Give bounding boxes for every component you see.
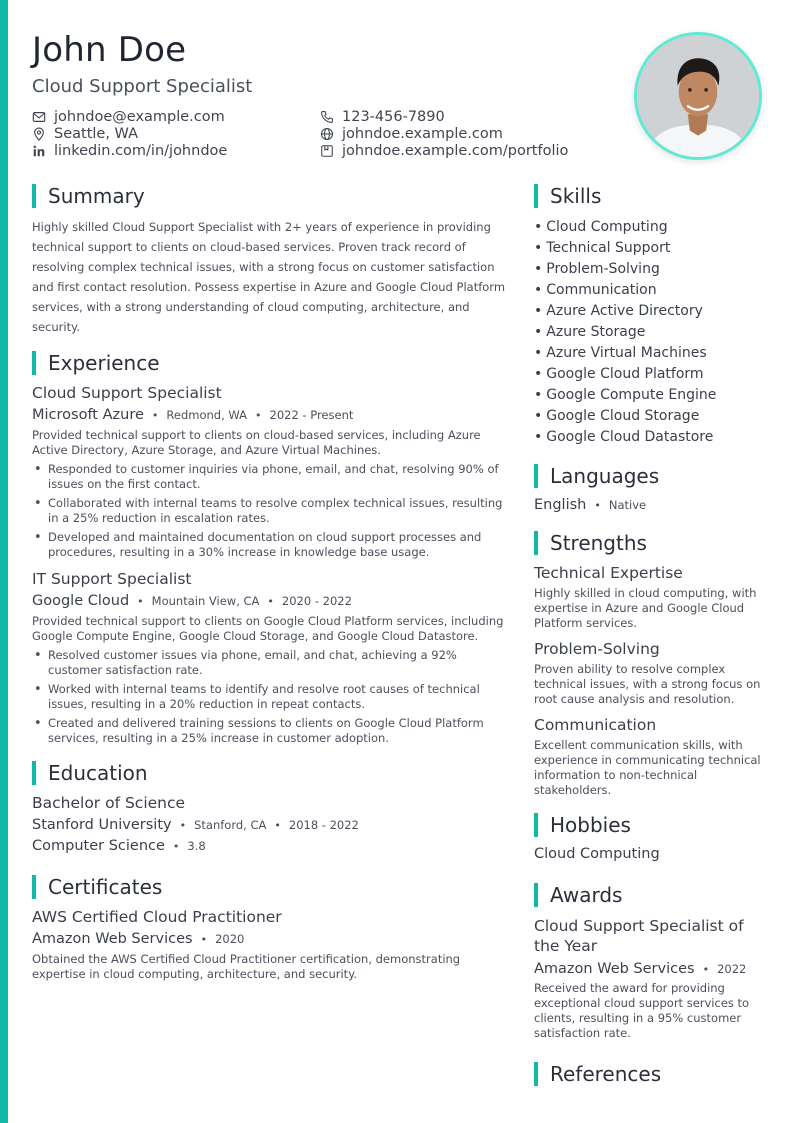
summary-section (32, 183, 506, 337)
list-item: • Technical Support (534, 240, 671, 256)
contact-website[interactable] (320, 125, 568, 142)
list-item: • Google Cloud Platform (534, 366, 704, 382)
summary-text: Highly skilled Cloud Support Specialist with 2+ years of experience in providing technical support to clients on cloud-based services. Proven track record of resolving complex technical issues, with a strong focus on customer satisfaction and first contact resolution. Possess expertise in Azure and Google Cloud Platform services, with a strong understanding of cloud computing, architecture, and security. (32, 220, 506, 334)
list-item: • Cloud Computing (534, 219, 668, 235)
list-item: • Responded to customer inquiries via phone, email, and chat, resolving 90% of issues on the first contact. (32, 462, 506, 492)
section-marker (534, 184, 538, 208)
school-location: Stanford, CA (194, 818, 267, 832)
contact-column-right (320, 108, 568, 159)
list-item: • Collaborated with internal teams to resolve complex technical issues, resulting in a 25% reduction in escalation rates. (32, 496, 506, 526)
contact-linkedin[interactable] (32, 142, 227, 159)
award-description: Received the award for providing exceptional cloud support services to clients, resulting in a 95% customer satisfaction rate. (534, 981, 750, 1040)
certificate-name: AWS Certified Cloud Practitioner (32, 908, 282, 926)
certificate-year: 2020 (215, 932, 245, 946)
experience-section (32, 350, 506, 746)
accent-bar (0, 0, 8, 1123)
degree-title: Bachelor of Science (32, 794, 186, 812)
school-name: Stanford University (32, 817, 172, 833)
separator-dot: • (274, 819, 281, 832)
separator-dot: • (255, 409, 262, 422)
portfolio-text[interactable]: johndoe.example.com/portfolio (342, 142, 569, 159)
list-item: • Azure Virtual Machines (534, 345, 707, 361)
left-column (32, 183, 506, 982)
list-item: • Created and delivered training sessions to clients on Google Cloud Platform services, resulting in a 25% increase in customer adoption. (32, 716, 506, 746)
strength-item (534, 564, 766, 631)
section-marker (534, 531, 538, 555)
skills-list (534, 217, 766, 448)
education-field: Computer Science (32, 838, 165, 854)
skills-heading (534, 183, 766, 209)
list-item: • Google Cloud Datastore (534, 429, 714, 445)
summary-heading (32, 183, 506, 209)
award-year: 2022 (717, 962, 747, 976)
separator-dot: • (200, 933, 208, 946)
list-item: • Azure Storage (534, 324, 646, 340)
section-marker (32, 351, 36, 375)
list-item: • Worked with internal teams to identify and resolve root causes of technical issues, resulting in a 20% reduction in repeat contacts. (32, 682, 506, 712)
job-company: Microsoft Azure (32, 407, 144, 423)
linkedin-text[interactable]: linkedin.com/in/johndoe (54, 142, 228, 159)
education-heading (32, 760, 506, 786)
list-item: • Developed and maintained documentation on cloud support processes and procedures, resulting in a 30% increase in knowledge base usage. (32, 530, 506, 560)
hobby-item: Cloud Computing (534, 846, 660, 862)
contact-portfolio[interactable] (320, 142, 568, 159)
phone-text[interactable]: 123-456-7890 (342, 108, 445, 125)
skills-section (534, 183, 766, 448)
contact-phone[interactable] (320, 108, 568, 125)
languages-section (534, 463, 766, 513)
languages-heading (534, 463, 766, 489)
strengths-heading-text: Strengths (550, 531, 647, 555)
email-text[interactable]: johndoe@example.com (54, 108, 225, 125)
job-location: Redmond, WA (166, 408, 247, 422)
section-marker (32, 875, 36, 899)
section-marker (534, 1062, 538, 1086)
section-marker (32, 761, 36, 785)
globe-icon (320, 127, 334, 141)
separator-dot: • (179, 819, 187, 832)
job-entry (32, 384, 506, 560)
job-meta (32, 593, 506, 609)
candidate-title: Cloud Support Specialist (32, 76, 253, 97)
education-dates: 2018 - 2022 (288, 818, 359, 832)
certificate-issuer: Amazon Web Services (32, 931, 193, 947)
location-text: Seattle, WA (54, 125, 139, 142)
profile-photo (634, 32, 762, 160)
certificates-section (32, 874, 506, 982)
job-description: Provided technical support to clients on cloud-based services, including Azure Active Directory, Azure Storage, and Azure Virtual Machines. (32, 428, 481, 457)
list-item: • Google Cloud Storage (534, 408, 700, 424)
portfolio-icon (320, 144, 334, 158)
job-company: Google Cloud (32, 593, 130, 609)
education-section (32, 760, 506, 854)
mail-icon (32, 110, 46, 124)
award-issuer: Amazon Web Services (534, 961, 695, 977)
contact-location (32, 125, 227, 142)
list-item: • Problem-Solving (534, 261, 660, 277)
job-bullets (32, 462, 506, 560)
skills-heading-text: Skills (550, 184, 602, 208)
strength-description: Proven ability to resolve complex technical issues, with a strong focus on root cause analysis and resolution. (534, 662, 761, 706)
job-title: IT Support Specialist (32, 570, 192, 588)
job-dates: 2020 - 2022 (281, 594, 352, 608)
references-heading (534, 1061, 766, 1087)
strength-title: Problem-Solving (534, 640, 660, 658)
list-item: • Azure Active Directory (534, 303, 703, 319)
hobby-row (534, 846, 766, 862)
awards-section (534, 882, 766, 1041)
hobbies-heading (534, 812, 766, 838)
experience-heading (32, 350, 506, 376)
job-location: Mountain View, CA (151, 594, 260, 608)
strength-item (534, 716, 766, 798)
language-row (534, 497, 766, 513)
strength-description: Excellent communication skills, with experience in communicating technical information to non-technical stakeholders. (534, 738, 761, 797)
website-text[interactable]: johndoe.example.com (342, 125, 503, 142)
job-meta (32, 407, 506, 423)
references-section (534, 1061, 766, 1087)
certificate-description: Obtained the AWS Certified Cloud Practitioner certification, demonstrating expertise in cloud computing, architecture, and security. (32, 952, 461, 981)
section-marker (534, 883, 538, 907)
separator-dot: • (702, 963, 710, 976)
contact-column-left (32, 108, 227, 159)
strengths-section (534, 530, 766, 798)
location-icon (32, 127, 46, 141)
job-title: Cloud Support Specialist (32, 384, 222, 402)
references-heading-text: References (550, 1062, 662, 1086)
list-item: • Google Compute Engine (534, 387, 717, 403)
experience-heading-text: Experience (48, 351, 160, 375)
hobbies-section (534, 812, 766, 862)
section-marker (534, 464, 538, 488)
section-marker (32, 184, 36, 208)
job-bullets (32, 648, 506, 746)
hobbies-heading-text: Hobbies (550, 813, 631, 837)
separator-dot: • (151, 409, 159, 422)
job-description: Provided technical support to clients on Google Cloud Platform services, including Google Compute Engine, Google Cloud Storage, and Google Cloud Datastore. (32, 614, 504, 643)
awards-heading (534, 882, 766, 908)
education-meta (32, 817, 506, 833)
certificate-meta (32, 931, 506, 947)
avatar (637, 35, 759, 157)
education-heading-text: Education (48, 761, 148, 785)
job-dates: 2022 - Present (269, 408, 354, 422)
summary-heading-text: Summary (48, 184, 145, 208)
awards-heading-text: Awards (550, 883, 623, 907)
certificates-heading (32, 874, 506, 900)
separator-dot: • (137, 595, 144, 608)
linkedin-icon (32, 144, 46, 158)
award-title: Cloud Support Specialist of the Year (534, 917, 744, 955)
separator-dot: • (267, 595, 274, 608)
education-gpa: 3.8 (187, 839, 206, 853)
separator-dot: • (594, 499, 601, 512)
strength-title: Communication (534, 716, 657, 734)
contact-email[interactable] (32, 108, 227, 125)
list-item: • Communication (534, 282, 657, 298)
separator-dot: • (172, 840, 180, 853)
strength-description: Highly skilled in cloud computing, with expertise in Azure and Google Cloud Platform services. (534, 586, 757, 630)
languages-heading-text: Languages (550, 464, 660, 488)
strength-title: Technical Expertise (534, 564, 683, 582)
right-column (534, 183, 766, 1095)
strength-item (534, 640, 766, 707)
education-field-row (32, 838, 506, 854)
strengths-heading (534, 530, 766, 556)
award-meta (534, 961, 766, 977)
section-marker (534, 813, 538, 837)
job-entry (32, 570, 506, 746)
candidate-name: John Doe (32, 30, 187, 70)
language-level: Native (608, 498, 647, 512)
phone-icon (320, 110, 334, 124)
list-item: • Resolved customer issues via phone, email, and chat, achieving a 92% customer satisfaction rate. (32, 648, 506, 678)
certificates-heading-text: Certificates (48, 875, 163, 899)
language-name: English (534, 497, 587, 513)
